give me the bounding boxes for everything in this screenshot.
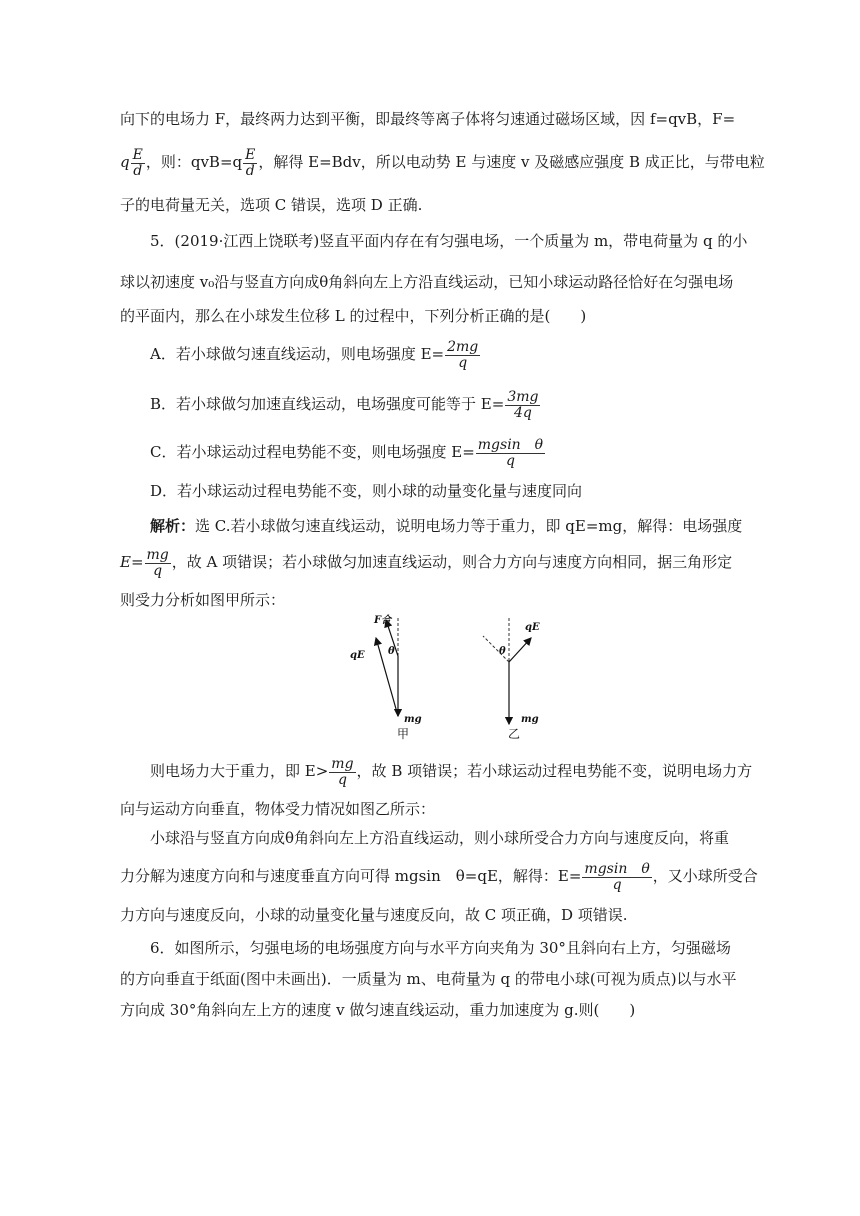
text-fragment: 选 C.若小球做匀速直线运动，说明电场力等于重力，即 qE=mg，解得：电场强度	[195, 517, 743, 535]
label-mg: mg	[521, 714, 539, 725]
caption-jia: 甲	[397, 727, 410, 741]
text-fragment: E=	[120, 553, 144, 572]
fraction-denominator: 4q	[513, 404, 532, 421]
fraction-numerator: mg	[146, 547, 169, 563]
option-a-text: A．若小球做匀速直线运动，则电场强度 E=	[150, 345, 445, 364]
fraction	[145, 548, 171, 578]
question-5-stem-line: 5．(2019·江西上饶联考)竖直平面内存在有匀强电场，一个质量为 m，带电荷量为 q 的小	[150, 232, 748, 250]
fraction-denominator: d	[133, 162, 143, 179]
electric-force-arrow	[376, 638, 398, 716]
fraction	[243, 148, 257, 178]
fraction-denominator: d	[245, 162, 255, 179]
text-fragment: ，解得 E=Bdv，所以电动势 E 与速度 v 及磁感应强度 B 成正比，与带电粒	[258, 153, 765, 172]
option-a	[150, 340, 481, 370]
text-fragment: 则电场力大于重力，即 E>	[150, 762, 329, 781]
option-c	[150, 438, 546, 468]
solution-line: 向与运动方向垂直，物体受力情况如图乙所示：	[120, 800, 436, 818]
solution-line	[120, 548, 732, 578]
text-fragment: ，故 B 项错误；若小球运动过程电势能不变，说明电场力方	[356, 762, 753, 781]
caption-yi: 乙	[508, 727, 521, 741]
question-6-stem-line: 方向成 30°角斜向左上方的速度 v 做匀速直线运动，重力加速度为 g.则( )	[120, 1001, 636, 1019]
fraction-numerator: 3mg	[507, 389, 539, 405]
fraction-denominator: q	[612, 876, 622, 893]
label-mg: mg	[404, 714, 422, 725]
fraction	[131, 148, 145, 178]
solution-line: 小球沿与竖直方向成θ角斜向左上方沿直线运动，则小球所受合力方向与速度反向，将重	[150, 829, 730, 847]
fraction	[476, 438, 545, 468]
solution-line: 则受力分析如图甲所示：	[120, 591, 286, 609]
fraction-numerator: E	[245, 147, 256, 163]
text-line-with-fraction	[120, 148, 765, 178]
label-qE: qE	[525, 622, 540, 633]
fraction-numerator: mg	[331, 756, 354, 772]
label-qE: qE	[350, 650, 365, 661]
solution-line	[150, 515, 742, 537]
text-fragment: ，则：qvB=q	[145, 153, 243, 172]
question-6-stem-line: 的方向垂直于纸面(图中未画出)．一质量为 m、电荷量为 q 的带电小球(可视为质点)以与水平	[120, 970, 737, 988]
fraction-numerator: mgsin θ	[584, 861, 650, 877]
solution-line	[150, 757, 752, 787]
force-diagram-jia	[345, 610, 435, 745]
fraction-denominator: q	[153, 562, 163, 579]
option-b-text: B．若小球做匀加速直线运动，电场强度可能等于 E=	[150, 395, 505, 414]
label-F: F合	[374, 615, 392, 626]
force-diagram-yi	[475, 610, 565, 745]
fraction	[445, 340, 480, 370]
solution-line	[120, 862, 758, 892]
text-fragment: 力分解为速度方向和与速度垂直方向可得 mgsin θ=qE，解得：E=	[120, 867, 582, 886]
fraction	[329, 757, 355, 787]
label-theta: θ	[388, 646, 395, 657]
label-theta: θ	[499, 646, 506, 657]
fraction	[582, 862, 651, 892]
option-d: D．若小球运动过程电势能不变，则小球的动量变化量与速度同向	[150, 482, 583, 500]
fraction-numerator: 2mg	[447, 339, 479, 355]
text-line: 向下的电场力 F，最终两力达到平衡，即最终等离子体将匀速通过磁场区域，因 f=qvB，F=	[120, 110, 736, 128]
electric-force-arrow	[509, 638, 531, 662]
text-fragment: q	[120, 153, 130, 172]
text-fragment: ，故 A 项错误；若小球做匀加速直线运动，则合力方向与速度方向相同，据三角形定	[171, 553, 733, 572]
fraction-denominator: q	[505, 452, 515, 469]
option-c-text: C．若小球运动过程电势能不变，则电场强度 E=	[150, 443, 475, 462]
question-5-stem-line: 的平面内，那么在小球发生位移 L 的过程中，下列分析正确的是( )	[120, 307, 587, 325]
text-fragment: ，又小球所受合	[652, 867, 758, 886]
fraction-denominator: q	[337, 771, 347, 788]
option-b	[150, 390, 541, 420]
solution-line: 力方向与速度反向，小球的动量变化量与速度反向，故 C 项正确，D 项错误.	[120, 906, 628, 924]
text-line: 子的电荷量无关，选项 C 错误，选项 D 正确.	[120, 196, 423, 214]
fraction-numerator: mgsin θ	[477, 437, 544, 453]
question-5-stem-line: 球以初速度 v₀沿与竖直方向成θ角斜向左上方沿直线运动，已知小球运动路径恰好在匀强电场	[120, 273, 734, 291]
fraction-denominator: q	[458, 354, 468, 371]
fraction-numerator: E	[132, 147, 143, 163]
fraction	[505, 390, 540, 420]
solution-label: 解析：	[150, 517, 196, 535]
question-6-stem-line: 6．如图所示，匀强电场的电场强度方向与水平方向夹角为 30°且斜向右上方，匀强磁场	[150, 939, 731, 957]
